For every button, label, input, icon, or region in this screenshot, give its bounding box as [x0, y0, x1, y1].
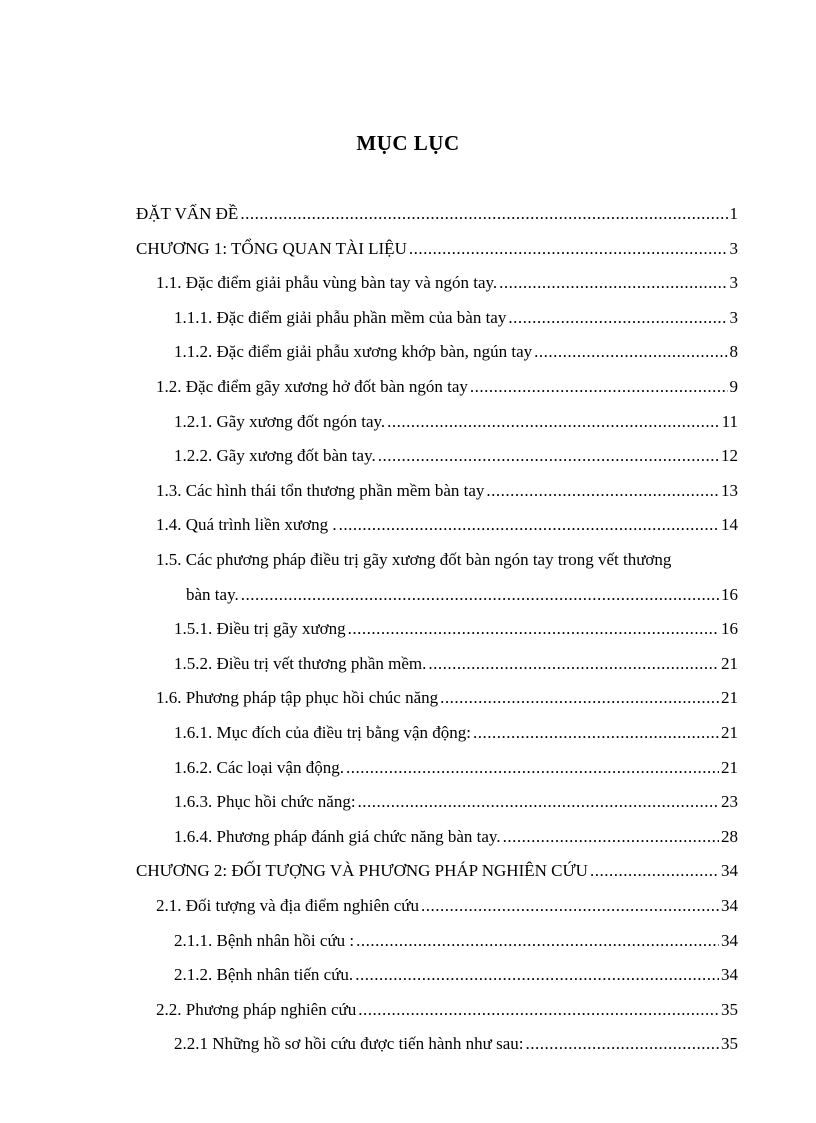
toc-leader-dots	[590, 860, 719, 882]
toc-page-number: 16	[721, 584, 738, 604]
toc-entry-label: bàn tay.	[186, 584, 239, 604]
toc-entry-label: CHƯƠNG 2: ĐỐI TƯỢNG VÀ PHƯƠNG PHÁP NGHIÊN CỨU	[136, 861, 588, 881]
toc-page-number: 21	[721, 653, 738, 673]
toc-page-number: 35	[721, 1034, 738, 1054]
toc-entry-label: 1.2.2. Gãy xương đốt bàn tay.	[174, 446, 376, 466]
toc-leader-dots	[534, 341, 727, 363]
toc-entry-label: 1.6.1. Mục đích của điều trị bằng vận động:	[174, 723, 471, 742]
toc-leader-dots	[486, 480, 719, 502]
toc-entry[interactable]	[156, 687, 738, 709]
toc-page-number: 3	[729, 238, 738, 258]
toc-entry[interactable]	[156, 272, 738, 294]
toc-entry[interactable]	[156, 895, 738, 917]
toc-page-number: 1	[729, 204, 738, 223]
toc-leader-dots	[387, 411, 719, 433]
toc-leader-dots	[358, 999, 719, 1021]
toc-page-number: 21	[721, 688, 738, 708]
toc-page-number: 8	[729, 342, 738, 362]
toc-entry-label: 1.6.4. Phương pháp đánh giá chức năng bàn tay.	[174, 826, 501, 846]
toc-leader-dots	[470, 376, 728, 398]
toc-entry[interactable]	[174, 791, 738, 813]
toc-entry-label: 2.1.2. Bệnh nhân tiến cứu.	[174, 965, 354, 985]
toc-page-number: 12	[721, 446, 738, 466]
toc-page-number: 35	[721, 999, 738, 1019]
toc-page-number: 34	[721, 861, 738, 881]
toc-page-number: 21	[721, 723, 738, 742]
toc-page-number: 9	[729, 377, 738, 396]
toc-entry-label: 2.2.1 Những hồ sơ hồi cứu được tiến hành như sau:	[174, 1034, 524, 1054]
toc-leader-dots	[440, 687, 719, 709]
toc-entry[interactable]	[174, 618, 738, 640]
toc-entry-label: 1.2.1. Gãy xương đốt ngón tay.	[174, 411, 386, 431]
toc-entry[interactable]	[174, 445, 738, 467]
toc-page-number: 34	[721, 965, 738, 985]
toc-entry-label: 1.4. Quá trình liền xương .	[156, 515, 337, 535]
toc-leader-dots	[473, 722, 719, 744]
toc-entry[interactable]	[156, 999, 738, 1021]
toc-entry-label: 2.1. Đối tượng và địa điểm nghiên cứu	[156, 896, 420, 915]
toc-leader-dots	[358, 791, 719, 813]
toc-page-number: 16	[721, 619, 738, 639]
toc-entry-label: 1.1.1. Đặc điểm giải phẫu phần mềm của bàn tay	[174, 307, 507, 327]
toc-leader-dots	[346, 757, 719, 779]
toc-entry[interactable]	[136, 238, 738, 260]
toc-entry[interactable]	[174, 722, 738, 744]
toc-entry-label: 1.6. Phương pháp tập phục hồi chúc năng	[156, 688, 439, 708]
toc-leader-dots	[525, 1033, 719, 1055]
toc-entry[interactable]	[174, 307, 738, 329]
toc-entry[interactable]	[156, 514, 738, 536]
toc-entry-label: 1.6.2. Các loại vận động.	[174, 757, 344, 777]
toc-leader-dots	[421, 895, 719, 917]
toc-page-number: 3	[729, 307, 738, 327]
toc-entry-label: 1.6.3. Phục hồi chức năng:	[174, 792, 356, 812]
toc-entry-label: 1.3. Các hình thái tổn thương phần mềm bàn tay	[156, 480, 485, 500]
toc-entry-label: 1.1.2. Đặc điểm giải phẫu xương khớp bàn, ngún tay	[174, 342, 533, 362]
toc-entry[interactable]	[186, 584, 738, 606]
toc-entry[interactable]	[174, 411, 738, 433]
toc-entry-label: 1.5.1. Điều trị gãy xương	[174, 619, 346, 639]
toc-leader-dots	[503, 826, 719, 848]
toc-page-number: 23	[721, 792, 738, 812]
toc-page-number: 3	[729, 273, 738, 293]
toc-entry[interactable]	[174, 653, 738, 675]
toc-leader-dots	[339, 514, 719, 536]
toc-page-number: 11	[721, 411, 738, 431]
toc-entry-label: CHƯƠNG 1: TỔNG QUAN TÀI LIỆU	[136, 238, 407, 258]
toc-entry[interactable]	[174, 964, 738, 986]
toc-entry-label: 2.1.1. Bệnh nhân hồi cứu :	[174, 930, 355, 950]
toc-entry-label: 2.2. Phương pháp nghiên cứu	[156, 999, 357, 1019]
toc-leader-dots	[348, 618, 719, 640]
toc-leader-dots	[241, 584, 719, 606]
toc-entry[interactable]	[174, 930, 738, 952]
toc-leader-dots	[240, 203, 727, 225]
toc-page-number: 28	[721, 826, 738, 846]
toc-page-number: 34	[721, 930, 738, 950]
toc-entry-label: 1.1. Đặc điểm giải phẫu vùng bàn tay và ngón tay.	[156, 273, 498, 293]
toc-entry[interactable]	[156, 480, 738, 502]
toc-entry[interactable]	[156, 376, 738, 398]
toc-entry[interactable]	[174, 826, 738, 848]
toc-leader-dots	[499, 272, 727, 294]
toc-entry[interactable]	[136, 203, 738, 225]
toc-entry-label: 1.2. Đặc điểm gãy xương hở đốt bàn ngón tay	[156, 377, 468, 396]
toc-page-number: 34	[721, 896, 738, 915]
toc-leader-dots	[409, 238, 728, 260]
toc-entry-label: 1.5.2. Điều trị vết thương phần mềm.	[174, 653, 427, 673]
toc-entry[interactable]	[136, 860, 738, 882]
toc-entry[interactable]	[174, 757, 738, 779]
toc-leader-dots	[508, 307, 727, 329]
page-title: MỤC LỤC	[356, 131, 460, 155]
toc-leader-dots	[356, 930, 719, 952]
toc-entry[interactable]	[174, 341, 738, 363]
toc-entry-label: ĐẶT VẤN ĐỀ	[136, 204, 239, 223]
toc-page-number: 13	[721, 480, 738, 500]
toc-leader-dots	[355, 964, 719, 986]
toc-page-number: 14	[721, 515, 738, 535]
toc-leader-dots	[428, 653, 719, 675]
toc-leader-dots	[378, 445, 719, 467]
toc-entry-label: 1.5. Các phương pháp điều trị gãy xương đốt bàn ngón tay trong vết thương	[156, 550, 672, 569]
toc-entry[interactable]	[156, 549, 738, 571]
toc-entry[interactable]	[174, 1033, 738, 1055]
toc-page-number: 21	[721, 757, 738, 777]
